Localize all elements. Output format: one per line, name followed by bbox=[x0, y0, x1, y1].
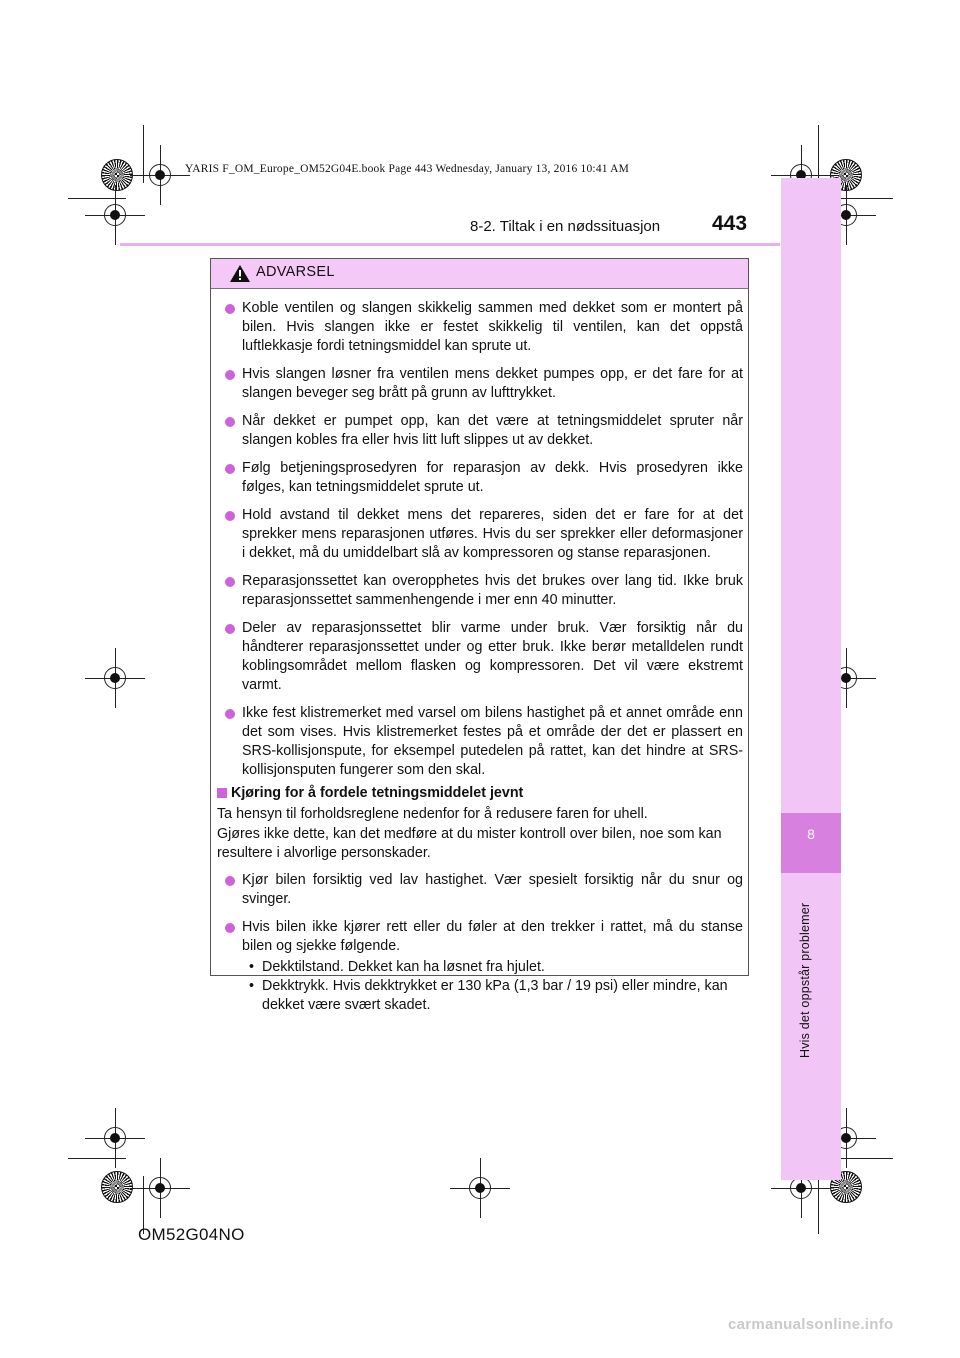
list-item bbox=[217, 459, 743, 497]
circle-bullet-icon bbox=[225, 304, 235, 314]
paragraph: Ta hensyn til forholdsreglene nedenfor for å redusere faren for uhell. bbox=[217, 806, 648, 822]
crop-line bbox=[835, 198, 893, 199]
crop-line bbox=[835, 1158, 893, 1159]
starburst-mark-icon bbox=[101, 159, 133, 191]
dot-bullet-icon: • bbox=[249, 978, 255, 994]
circle-bullet-icon bbox=[225, 923, 235, 933]
list-item bbox=[217, 619, 743, 695]
circle-bullet-icon bbox=[225, 624, 235, 634]
bullet-text: Hvis slangen løsner fra ventilen mens dekket pumpes opp, er det fare for at slangen beveger seg brått på grunn av lufttrykket. bbox=[242, 366, 743, 401]
square-bullet-icon bbox=[217, 788, 227, 798]
list-item bbox=[217, 299, 743, 356]
bullet-text: Reparasjonssettet kan overopphetes hvis det brukes over lang tid. Ikke bruk reparasjonssettet sammenhengende i mer enn 40 minutter. bbox=[242, 573, 743, 608]
circle-bullet-icon bbox=[225, 417, 235, 427]
starburst-mark-icon bbox=[101, 1171, 133, 1203]
crop-line bbox=[68, 1158, 126, 1159]
warning-header bbox=[211, 259, 748, 289]
circle-bullet-icon bbox=[225, 511, 235, 521]
warning-box bbox=[210, 258, 749, 1013]
list-item bbox=[217, 412, 743, 450]
chapter-number: 8 bbox=[807, 826, 815, 842]
bullet-text: Kjør bilen forsiktig ved lav hastighet. Vær spesielt forsiktig når du snur og svinger. bbox=[242, 872, 743, 907]
page-number: 443 bbox=[712, 212, 748, 235]
section-paragraphs bbox=[217, 805, 743, 863]
sub-list bbox=[217, 958, 743, 1015]
list-item bbox=[217, 506, 743, 563]
section-heading-text: Kjøring for å fordele tetningsmiddelet jevnt bbox=[231, 785, 524, 801]
paragraph: Gjøres ikke dette, kan det medføre at du mister kontroll over bilen, noe som kan resultere i alvorlige personskader. bbox=[217, 826, 722, 861]
list-item bbox=[217, 365, 743, 403]
manual-code: OM52G04NO bbox=[138, 1225, 245, 1244]
circle-bullet-icon bbox=[225, 464, 235, 474]
dot-bullet-icon: • bbox=[249, 959, 255, 975]
warning-triangle-icon bbox=[229, 264, 251, 283]
crop-line bbox=[818, 1176, 819, 1234]
header-section-title: 8-2. Tiltak i en nødssituasjon bbox=[470, 218, 661, 235]
sub-list-item bbox=[247, 958, 743, 977]
bullet-text: Ikke fest klistremerket med varsel om bilens hastighet på et annet område enn det som vises. Hvis klistremerket festes på et område der det er plassert en SRS-kollisjonspute, for eksempel putedelen på rattet, kan det hindre at SRS-kollisjonsputen fungerer som den skal. bbox=[242, 705, 743, 778]
circle-bullet-icon bbox=[225, 709, 235, 719]
warning-title: ADVARSEL bbox=[256, 264, 335, 280]
list-item bbox=[217, 871, 743, 909]
print-stamp: YARIS F_OM_Europe_OM52G04E.book Page 443 Wednesday, January 13, 2016 10:41 AM bbox=[185, 163, 630, 175]
bullet-text: Hold avstand til dekket mens det repareres, siden det er fare for at det sprekker mens reparasjonen utføres. Hvis du ser sprekker eller deformasjoner i dekket, må du umiddelbart slå av kompressoren og stanse reparasjonen. bbox=[242, 507, 743, 561]
circle-bullet-icon bbox=[225, 370, 235, 380]
bullet-text: Deler av reparasjonssettet blir varme under bruk. Vær forsiktig når du håndterer reparasjonssettet under og etter bruk. Ikke berør metalldelen rundt koblingsområdet mellom flasken og kompressoren. Det vil være ekstremt varmt. bbox=[242, 620, 743, 693]
sub-item-text: Dekktilstand. Dekket kan ha løsnet fra hjulet. bbox=[262, 959, 545, 975]
warning-content bbox=[217, 299, 743, 1015]
chapter-tab-active bbox=[781, 813, 841, 873]
sub-item-text: Dekktrykk. Hvis dekktrykket er 130 kPa (1,3 bar / 19 psi) eller mindre, kan dekket være svært skadet. bbox=[262, 978, 728, 1013]
list-item bbox=[217, 918, 743, 956]
header-rule bbox=[120, 243, 780, 246]
circle-bullet-icon bbox=[225, 577, 235, 587]
bullet-text: Hvis bilen ikke kjører rett eller du føler at den trekker i rattet, må du stanse bilen og sjekke følgende. bbox=[242, 919, 743, 954]
list-item bbox=[217, 704, 743, 780]
circle-bullet-icon bbox=[225, 876, 235, 886]
sub-list-item bbox=[247, 977, 743, 1015]
crop-line bbox=[68, 198, 126, 199]
watermark: carmanualsonline.info bbox=[728, 1316, 894, 1333]
bullet-text: Når dekket er pumpet opp, kan det være at tetningsmiddelet spruter når slangen kobles fra eller hvis litt luft slippes ut av dekket. bbox=[242, 413, 743, 448]
section-heading bbox=[217, 784, 743, 803]
bullet-text: Koble ventilen og slangen skikkelig sammen med dekket som er montert på bilen. Hvis slangen ikke er festet skikkelig til ventilen, kan det oppstå luftlekkasje fordi tetningsmiddel kan sprute ut. bbox=[242, 300, 743, 354]
chapter-title: Hvis det oppstår problemer bbox=[798, 902, 812, 1058]
list-item bbox=[217, 572, 743, 610]
bullet-text: Følg betjeningsprosedyren for reparasjon av dekk. Hvis prosedyren ikke følges, kan tetningsmiddelet sprute ut. bbox=[242, 460, 743, 495]
